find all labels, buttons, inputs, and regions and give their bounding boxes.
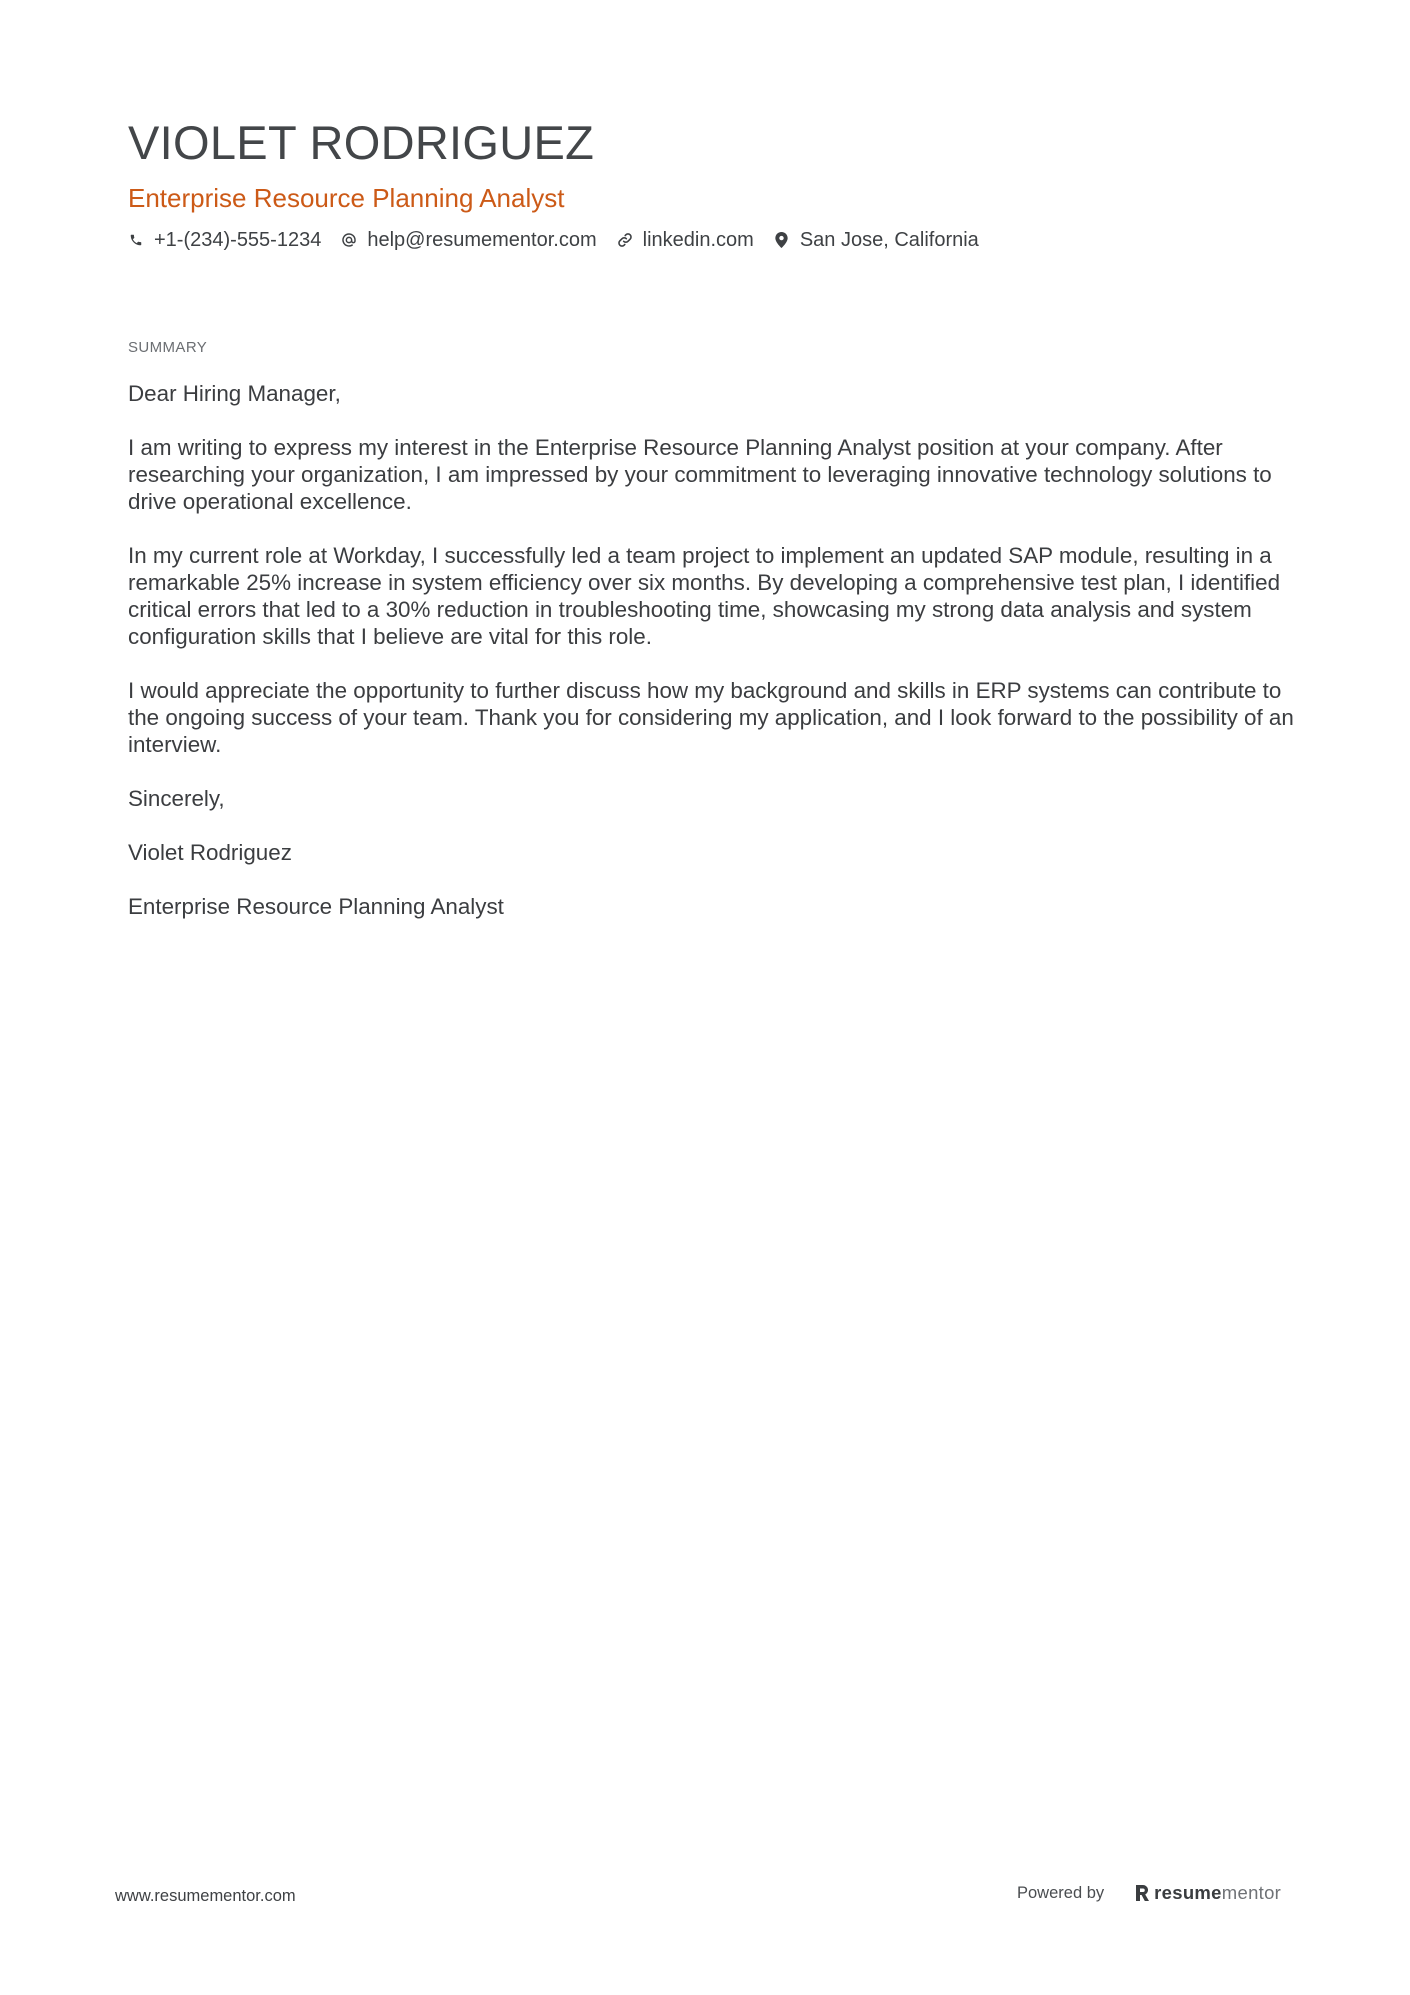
link-icon xyxy=(617,232,633,248)
contact-phone xyxy=(128,226,321,254)
contact-email-text: help@resumementor.com xyxy=(367,229,597,251)
contact-location-text: San Jose, California xyxy=(799,229,979,251)
candidate-name: VIOLET RODRIGUEZ xyxy=(128,116,595,169)
signature-name: Violet Rodriguez xyxy=(128,840,292,865)
resumementor-logo-icon xyxy=(1134,1883,1150,1903)
contact-location xyxy=(774,226,979,254)
resumementor-logo[interactable] xyxy=(1134,1882,1281,1904)
paragraph-3: I would appreciate the opportunity to further discuss how my background and skills in ERP systems can contribute to the ongoing success of your team. Thank you for considering my application, and I look forward to the possibility of an interview. xyxy=(128,678,1294,757)
phone-icon xyxy=(128,232,144,248)
brand-wordmark-light: mentor xyxy=(1221,1882,1282,1903)
contact-linkedin-text: linkedin.com xyxy=(642,229,754,251)
candidate-role: Enterprise Resource Planning Analyst xyxy=(128,183,565,213)
location-pin-icon xyxy=(774,232,790,248)
paragraph-2: In my current role at Workday, I successfully led a team project to implement an updated SAP module, resulting in a remarkable 25% increase in system efficiency over six months. By developing a comprehensive test plan, I identified critical errors that led to a 30% reduction in troubleshooting time, showcasing my strong data analysis and system configuration skills that I believe are vital for this role. xyxy=(128,543,1281,649)
contact-linkedin[interactable] xyxy=(617,226,754,254)
powered-by-label: Powered by xyxy=(1017,1883,1105,1902)
contact-phone-text: +1-(234)-555-1234 xyxy=(154,229,322,251)
greeting: Dear Hiring Manager, xyxy=(128,381,341,406)
section-label-summary: SUMMARY xyxy=(128,339,208,356)
paragraph-1: I am writing to express my interest in the Enterprise Resource Planning Analyst position at your company. After researching your organization, I am impressed by your commitment to leveraging innovative technology solutions to drive operational excellence. xyxy=(128,435,1272,514)
footer-website[interactable]: www.resumementor.com xyxy=(115,1887,296,1905)
brand-wordmark-bold: resume xyxy=(1154,1882,1222,1903)
at-icon xyxy=(341,232,357,248)
resumementor-wordmark xyxy=(1154,1882,1281,1904)
signature-title: Enterprise Resource Planning Analyst xyxy=(128,894,504,919)
closing: Sincerely, xyxy=(128,786,225,811)
footer-powered-by xyxy=(1017,1882,1281,1904)
contact-email[interactable] xyxy=(341,226,596,254)
contact-row xyxy=(128,226,999,254)
cover-letter-body xyxy=(128,380,1298,947)
